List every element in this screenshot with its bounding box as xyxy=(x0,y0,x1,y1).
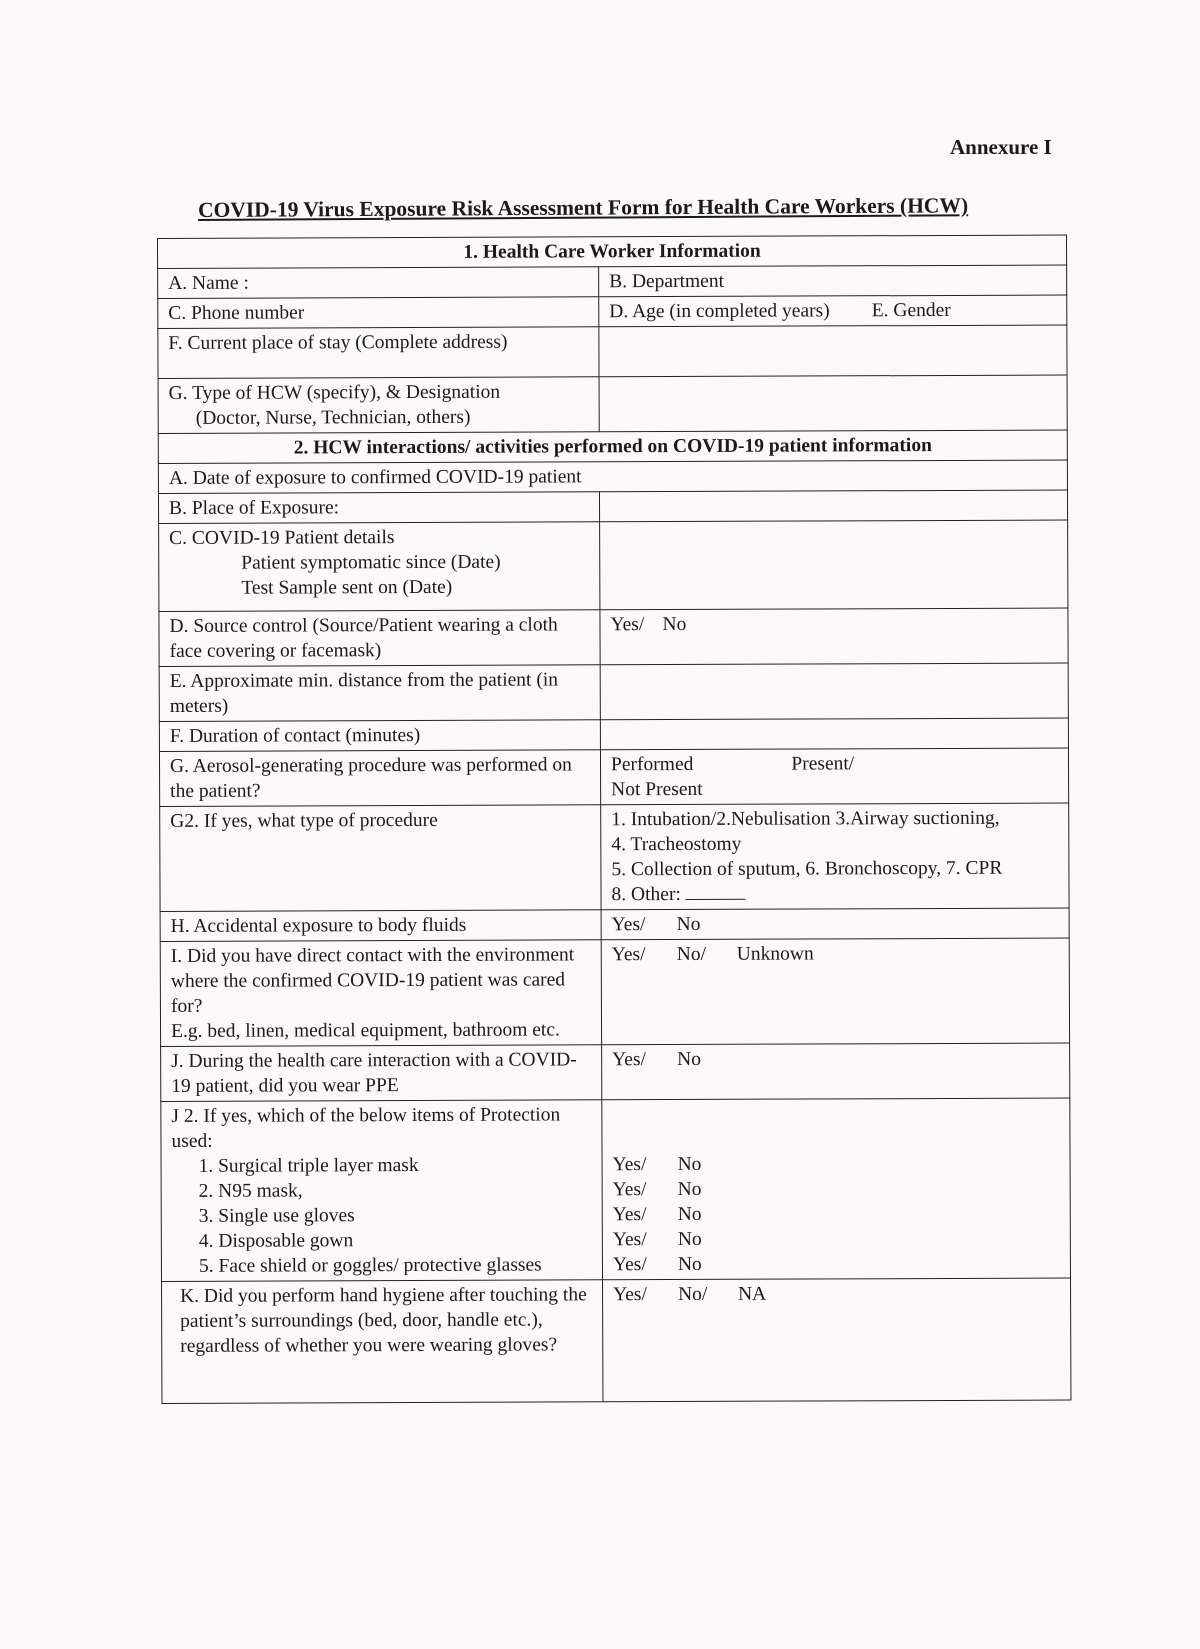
patient-details-field[interactable] xyxy=(600,520,1068,610)
section2-header-row xyxy=(158,430,1067,463)
ppe-row xyxy=(161,1043,1070,1101)
ppe-item-no[interactable]: No xyxy=(677,1203,702,1226)
ppe-item-answer[interactable] xyxy=(613,1251,1060,1278)
name-field[interactable]: A. Name : xyxy=(158,267,599,299)
hand-hygiene-na[interactable]: NA xyxy=(738,1283,767,1305)
ppe-item: 4. Disposable gown xyxy=(198,1230,354,1252)
ppe-items-question: J 2. If yes, which of the below items of Protection used: xyxy=(171,1104,561,1152)
ppe-label: J. During the health care interaction with a COVID-19 patient, did you wear PPE xyxy=(161,1045,602,1102)
name-department-row xyxy=(158,265,1067,298)
body-fluids-no[interactable]: No xyxy=(676,913,701,936)
type-hcw-line1: G. Type of HCW (specify), & Designation xyxy=(168,381,501,404)
aerosol-present[interactable]: Present/ xyxy=(791,753,855,775)
type-hcw-label xyxy=(158,377,599,434)
date-exposure-row xyxy=(158,460,1067,493)
ppe-item-answer[interactable] xyxy=(613,1151,1060,1178)
place-exposure-field[interactable] xyxy=(599,490,1067,522)
direct-contact-no[interactable]: No/ xyxy=(676,943,707,966)
direct-contact-yes[interactable]: Yes/ xyxy=(611,944,646,966)
ppe-item-no[interactable]: No xyxy=(677,1228,702,1251)
assessment-form-table xyxy=(157,235,1071,1404)
place-of-stay-row xyxy=(158,325,1067,378)
source-control-label: D. Source control (Source/Patient wearing a cloth face covering or facemask) xyxy=(159,610,600,667)
ppe-item-answer[interactable] xyxy=(613,1226,1060,1253)
procedure-other-label: 8. Other: xyxy=(611,883,681,906)
procedure-type-label: G2. If yes, what type of procedure xyxy=(160,805,601,912)
place-exposure-row xyxy=(158,490,1067,523)
direct-contact-question: I. Did you have direct contact with the environment where the confirmed COVID-19 patient was cared for? xyxy=(170,944,575,1017)
procedure-type-options[interactable] xyxy=(601,803,1069,910)
patient-details-row xyxy=(159,520,1068,611)
duration-field[interactable] xyxy=(600,718,1068,750)
ppe-item-yes[interactable]: Yes/ xyxy=(612,1179,647,1201)
procedure-option-line1: 1. Intubation/2.Nebulisation 3.Airway suctioning, xyxy=(611,807,1000,831)
hand-hygiene-label: K. Did you perform hand hygiene after touching the patient’s surroundings (bed, door, handle etc.), regardless of whether you were wearing gloves? xyxy=(162,1280,603,1404)
direct-contact-example: E.g. bed, linen, medical equipment, bathroom etc. xyxy=(171,1019,560,1042)
type-hcw-line2: (Doctor, Nurse, Technician, others) xyxy=(195,406,471,429)
ppe-item-yes[interactable]: Yes/ xyxy=(612,1229,647,1251)
ppe-item: 5. Face shield or goggles/ protective glasses xyxy=(198,1254,542,1277)
age-label: D. Age (in completed years) xyxy=(609,300,830,323)
hand-hygiene-answer[interactable] xyxy=(603,1278,1071,1402)
gender-label: E. Gender xyxy=(871,299,951,322)
aerosol-performed: Performed xyxy=(610,753,694,776)
patient-symptomatic-label: Patient symptomatic since (Date) xyxy=(241,551,501,574)
ppe-item-yes[interactable]: Yes/ xyxy=(612,1204,647,1226)
distance-row xyxy=(159,663,1068,721)
procedure-other-blank[interactable] xyxy=(686,885,746,900)
source-control-row xyxy=(159,608,1068,666)
ppe-items-label xyxy=(161,1100,603,1282)
section1-header-row xyxy=(158,235,1067,268)
type-hcw-field[interactable] xyxy=(599,375,1067,432)
patient-details-title: C. COVID-19 Patient details xyxy=(169,527,395,549)
ppe-items-list xyxy=(172,1152,592,1279)
hand-hygiene-yes[interactable]: Yes/ xyxy=(613,1284,647,1306)
date-exposure-field[interactable]: A. Date of exposure to confirmed COVID-19 patient xyxy=(158,460,1067,493)
section2-heading: 2. HCW interactions/ activities performed on COVID-19 patient information xyxy=(158,430,1067,463)
ppe-item-no[interactable]: No xyxy=(677,1253,702,1276)
age-gender-cell[interactable] xyxy=(599,295,1067,327)
distance-label: E. Approximate min. distance from the patient (in meters) xyxy=(159,665,600,722)
procedure-type-row xyxy=(160,803,1069,911)
annexure-label: Annexure I xyxy=(950,135,1052,159)
hand-hygiene-row xyxy=(162,1278,1071,1403)
aerosol-answer[interactable] xyxy=(600,748,1068,805)
direct-contact-unknown[interactable]: Unknown xyxy=(736,943,814,965)
hand-hygiene-no[interactable]: No/ xyxy=(678,1283,708,1306)
body-fluids-yes[interactable]: Yes/ xyxy=(611,914,646,936)
ppe-item: 1. Surgical triple layer mask xyxy=(198,1155,419,1177)
ppe-item-answer[interactable] xyxy=(613,1176,1060,1203)
distance-field[interactable] xyxy=(600,663,1068,720)
procedure-option-line2: 4. Tracheostomy xyxy=(611,833,742,856)
source-control-no[interactable]: No xyxy=(662,613,687,636)
ppe-item-no[interactable]: No xyxy=(677,1153,702,1176)
ppe-item-yes[interactable]: Yes/ xyxy=(612,1154,647,1176)
ppe-item: 2. N95 mask, xyxy=(198,1180,303,1202)
ppe-yes[interactable]: Yes/ xyxy=(612,1049,646,1071)
section1-heading: 1. Health Care Worker Information xyxy=(158,235,1067,268)
phone-field[interactable]: C. Phone number xyxy=(158,297,599,329)
aerosol-label: G. Aerosol-generating procedure was performed on the patient? xyxy=(159,750,600,807)
ppe-items-row xyxy=(161,1098,1071,1281)
procedure-option-line3: 5. Collection of sputum, 6. Bronchoscopy, 7. CPR xyxy=(611,857,1003,881)
place-of-stay-label: F. Current place of stay (Complete address) xyxy=(158,327,599,379)
duration-row xyxy=(159,718,1068,751)
body-fluids-row xyxy=(160,908,1069,941)
procedure-option-line4 xyxy=(611,881,1058,908)
duration-label: F. Duration of contact (minutes) xyxy=(159,720,600,752)
ppe-item-no[interactable]: No xyxy=(677,1178,702,1201)
form-title: COVID-19 Virus Exposure Risk Assessment Form for Health Care Workers (HCW) xyxy=(198,193,969,222)
ppe-item-yes[interactable]: Yes/ xyxy=(612,1254,647,1276)
ppe-items-answers xyxy=(602,1098,1071,1280)
source-control-yes[interactable]: Yes/ xyxy=(610,614,645,636)
ppe-no[interactable]: No xyxy=(677,1048,702,1071)
direct-contact-label xyxy=(160,940,601,1047)
place-exposure-label: B. Place of Exposure: xyxy=(158,492,599,524)
aerosol-not-present[interactable]: Not Present xyxy=(611,778,703,801)
place-of-stay-field[interactable] xyxy=(599,325,1067,377)
type-hcw-row xyxy=(158,375,1067,433)
ppe-item-answer[interactable] xyxy=(613,1201,1060,1228)
ppe-answer[interactable] xyxy=(602,1043,1070,1100)
department-field[interactable]: B. Department xyxy=(599,265,1067,297)
direct-contact-row xyxy=(160,938,1069,1046)
ppe-item: 3. Single use gloves xyxy=(198,1205,355,1227)
patient-details-label xyxy=(159,522,600,612)
body-fluids-label: H. Accidental exposure to body fluids xyxy=(160,910,601,942)
source-control-answer[interactable] xyxy=(600,608,1068,665)
direct-contact-answer[interactable] xyxy=(601,938,1069,1045)
aerosol-row xyxy=(159,748,1068,806)
body-fluids-answer[interactable] xyxy=(601,908,1069,940)
phone-age-row xyxy=(158,295,1067,328)
test-sample-label: Test Sample sent on (Date) xyxy=(241,576,453,599)
